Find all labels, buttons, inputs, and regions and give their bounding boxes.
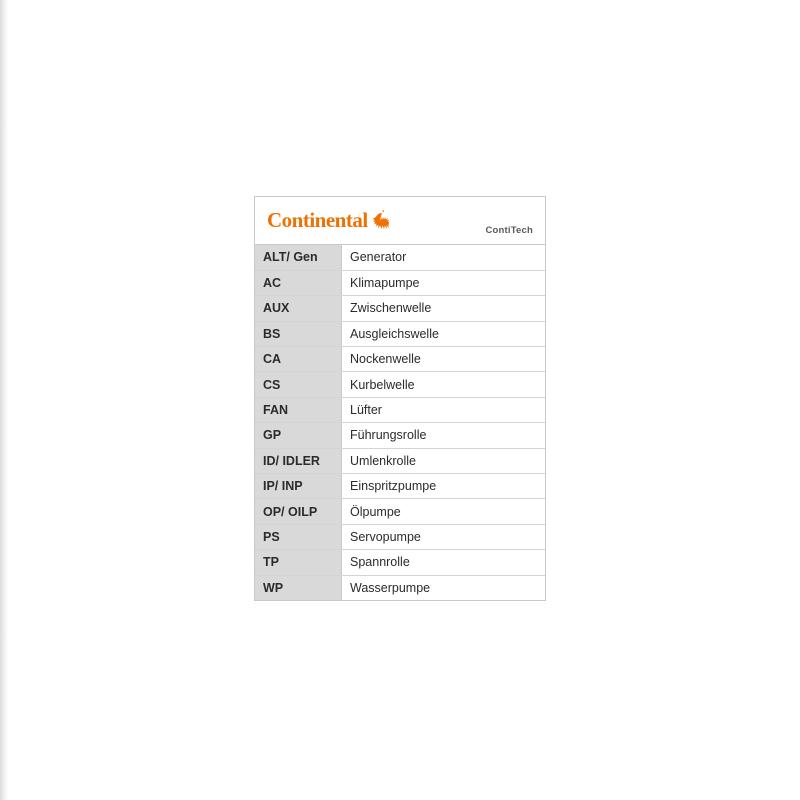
table-row — [255, 575, 545, 600]
abbrev-desc: Führungsrolle — [342, 423, 546, 448]
table-row — [255, 423, 545, 448]
abbrev-code: WP — [255, 575, 342, 600]
abbrev-desc: Wasserpumpe — [342, 575, 546, 600]
table-row — [255, 524, 545, 549]
abbrev-desc: Zwischenwelle — [342, 296, 546, 321]
abbrev-code: FAN — [255, 397, 342, 422]
abbrev-desc: Lüfter — [342, 397, 546, 422]
table-row — [255, 499, 545, 524]
abbrev-code: PS — [255, 524, 342, 549]
abbreviation-legend-card — [254, 196, 546, 601]
abbrev-code: TP — [255, 550, 342, 575]
table-row — [255, 245, 545, 270]
brand-name: Continental — [267, 208, 368, 232]
abbrev-desc: Einspritzpumpe — [342, 474, 546, 499]
table-row — [255, 550, 545, 575]
abbrev-desc: Servopumpe — [342, 524, 546, 549]
page-edge-shading — [0, 0, 8, 800]
abbrev-code: ALT/ Gen — [255, 245, 342, 270]
table-row — [255, 474, 545, 499]
abbrev-desc: Ausgleichswelle — [342, 321, 546, 346]
abbreviation-table — [255, 245, 545, 600]
abbrev-desc: Nockenwelle — [342, 347, 546, 372]
continental-logo — [267, 210, 389, 232]
abbrev-desc: Ölpumpe — [342, 499, 546, 524]
table-row — [255, 397, 545, 422]
table-row — [255, 270, 545, 295]
abbrev-code: ID/ IDLER — [255, 448, 342, 473]
abbrev-code: IP/ INP — [255, 474, 342, 499]
table-row — [255, 347, 545, 372]
abbrev-code: AUX — [255, 296, 342, 321]
table-row — [255, 448, 545, 473]
sub-brand-name: ContiTech — [485, 225, 533, 236]
abbrev-desc: Generator — [342, 245, 546, 270]
abbrev-desc: Klimapumpe — [342, 270, 546, 295]
abbrev-code: GP — [255, 423, 342, 448]
abbreviation-table-body — [255, 245, 545, 600]
abbrev-desc: Umlenkrolle — [342, 448, 546, 473]
abbrev-desc: Kurbelwelle — [342, 372, 546, 397]
table-row — [255, 372, 545, 397]
table-row — [255, 321, 545, 346]
abbrev-code: CS — [255, 372, 342, 397]
abbrev-code: BS — [255, 321, 342, 346]
abbrev-code: AC — [255, 270, 342, 295]
table-row — [255, 296, 545, 321]
abbrev-code: OP/ OILP — [255, 499, 342, 524]
abbrev-desc: Spannrolle — [342, 550, 546, 575]
abbrev-code: CA — [255, 347, 342, 372]
rearing-horse-icon — [372, 210, 389, 232]
brand-header — [255, 197, 545, 245]
